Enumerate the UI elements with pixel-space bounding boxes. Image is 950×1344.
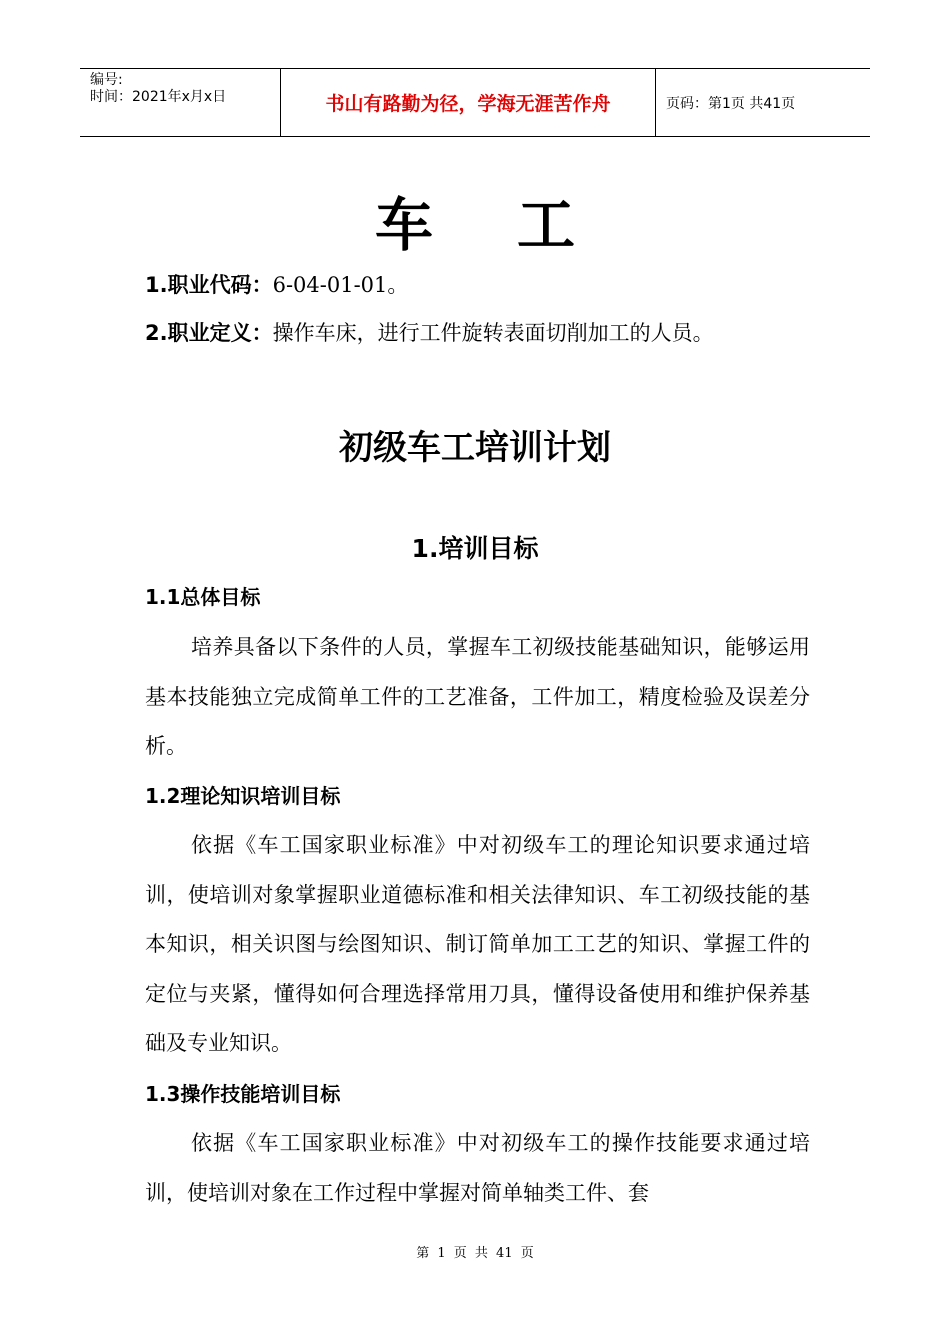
plan-title: 初级车工培训计划	[339, 428, 611, 468]
time-label: 时间：2021年x月x日	[90, 89, 227, 105]
occupation-definition	[145, 318, 815, 348]
subsection-paragraph: 依据《车工国家职业标准》中对初级车工的操作技能要求通过培训，使培训对象在工作过程中掌握对简单轴类工件、套	[145, 1131, 810, 1205]
page-footer: 第 1 页 共 41 页	[416, 1246, 534, 1261]
subsection-paragraph: 培养具备以下条件的人员，掌握车工初级技能基础知识，能够运用基本技能独立完成简单工件的工艺准备，工件加工，精度检验及误差分析。	[145, 635, 810, 758]
header-meta	[80, 69, 281, 136]
subsection-heading: 1.3操作技能培训目标	[145, 1082, 341, 1106]
page-header	[80, 68, 870, 137]
occupation-def-value: 操作车床，进行工件旋转表面切削加工的人员。	[272, 321, 714, 345]
occupation-code-value: 6-04-01-01。	[272, 273, 409, 297]
subsection-heading: 1.2理论知识培训目标	[145, 784, 341, 808]
document-title: 车工	[374, 191, 659, 259]
subsection-heading: 1.1总体目标	[145, 585, 261, 609]
number-label: 编号:	[90, 72, 123, 88]
header-motto: 书山有路勤为径，学海无涯苦作舟	[281, 69, 656, 136]
section-title: 1.培训目标	[411, 534, 539, 563]
occupation-def-label: 2.职业定义：	[145, 321, 273, 345]
occupation-code-label: 1.职业代码：	[145, 273, 273, 297]
header-page-label: 页码：第1页 共41页	[666, 95, 796, 112]
subsection-paragraph: 依据《车工国家职业标准》中对初级车工的理论知识要求通过培训，使培训对象掌握职业道德标准和相关法律知识、车工初级技能的基本知识，相关识图与绘图知识、制订简单加工工艺的知识、掌握工件的定位与夹紧，懂得如何合理选择常用刀具，懂得设备使用和维护保养基础及专业知识。	[145, 833, 810, 1055]
occupation-code	[145, 270, 815, 300]
